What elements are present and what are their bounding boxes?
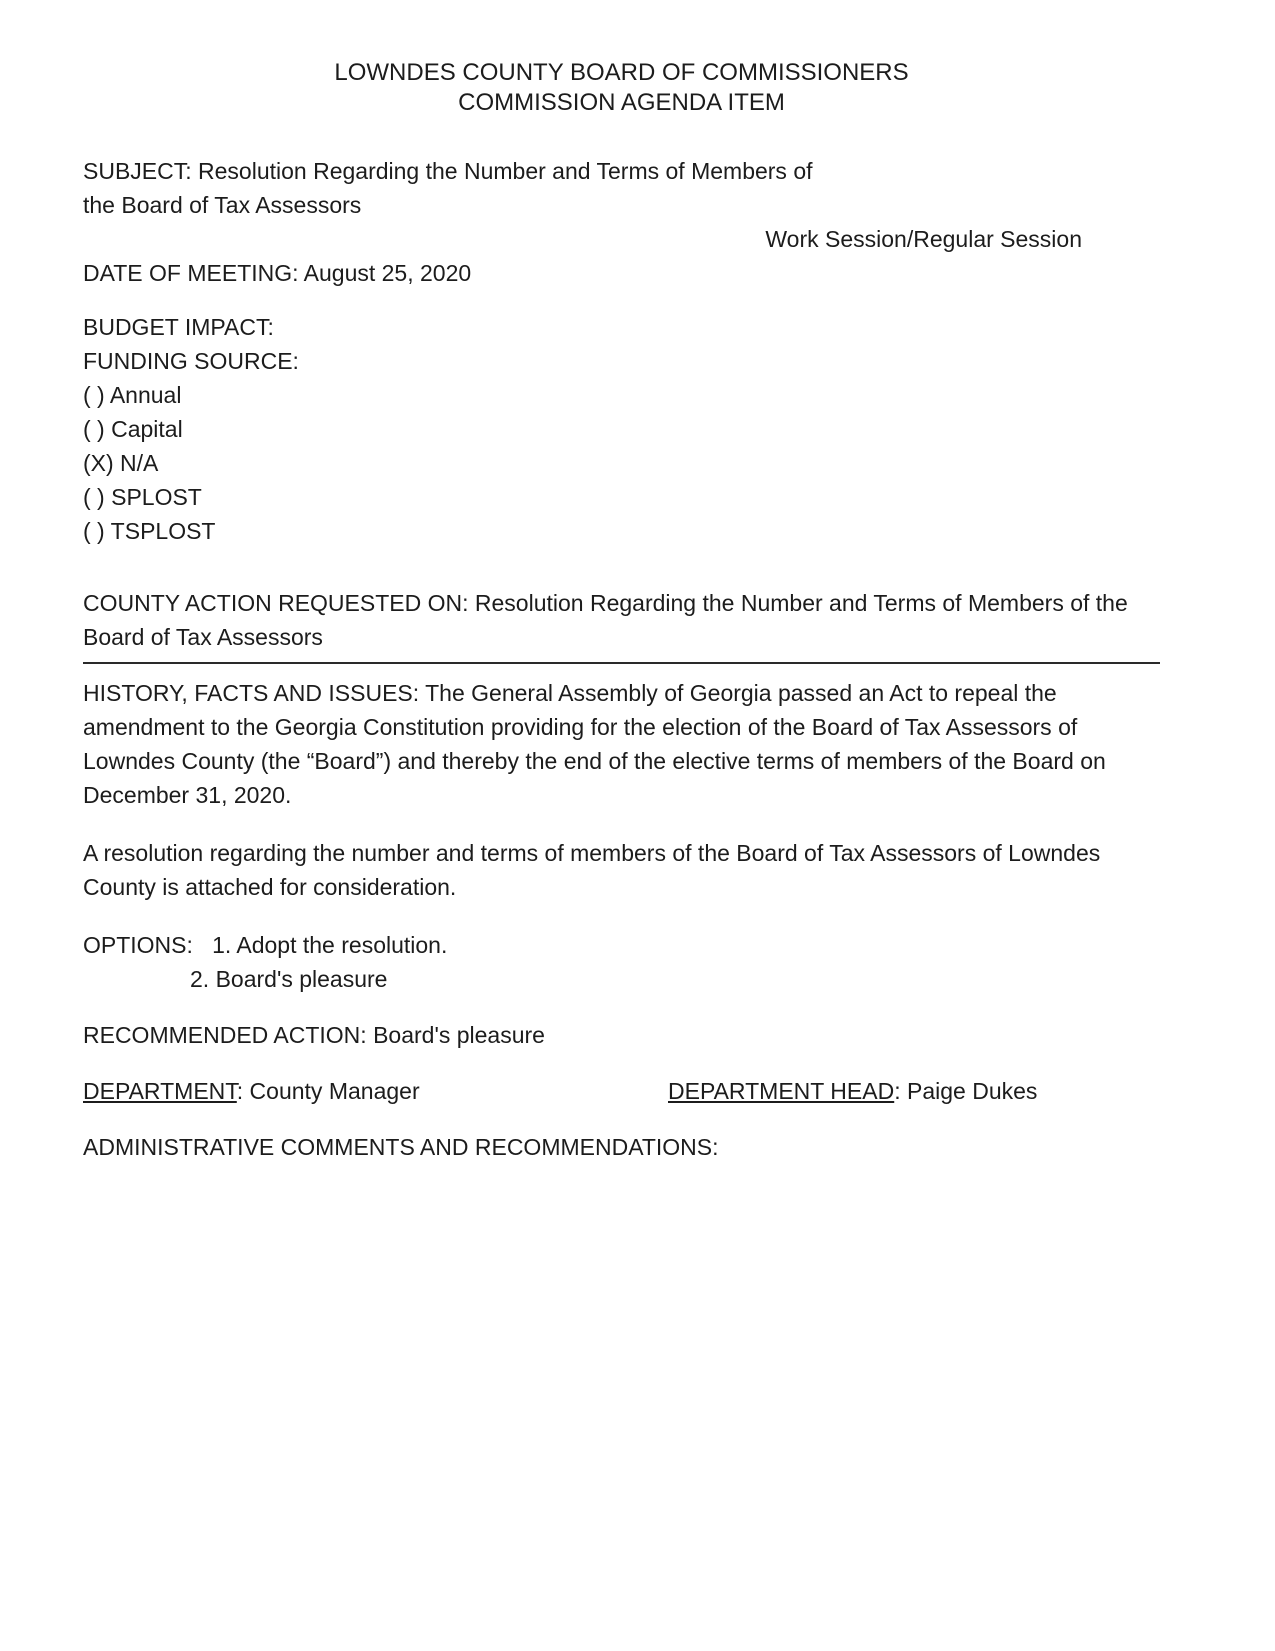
session-type: Work Session/Regular Session (765, 226, 1082, 252)
funding-option-annual: ( ) Annual (83, 382, 182, 408)
funding-option-splost: ( ) SPLOST (83, 484, 202, 510)
option-2: 2. Board's pleasure (190, 966, 388, 992)
department-label: DEPARTMENT (83, 1078, 237, 1104)
subject-line2: the Board of Tax Assessors (83, 192, 362, 218)
department-field (83, 1074, 668, 1108)
department-head-label: DEPARTMENT HEAD (668, 1078, 895, 1104)
history-facts-issues: HISTORY, FACTS AND ISSUES: The General Assembly of Georgia passed an Act to repeal the amendment to the Georgia Constitution providing for the election of the Board of Tax Assessors of Lowndes County (the “Board”) and thereby the end of the elective terms of members of the Board on December 31, 2020. (83, 680, 1106, 808)
resolution-paragraph: A resolution regarding the number and terms of members of the Board of Tax Assessors of Lowndes County is attached for consideration. (83, 840, 1101, 900)
funding-option-capital: ( ) Capital (83, 416, 183, 442)
recommended-action: RECOMMENDED ACTION: Board's pleasure (83, 1022, 545, 1048)
funding-option-na: (X) N/A (83, 450, 159, 476)
department-head-value: : Paige Dukes (894, 1078, 1038, 1104)
options-block (83, 928, 1160, 996)
funding-option-tsplost: ( ) TSPLOST (83, 518, 216, 544)
date-of-meeting: DATE OF MEETING: August 25, 2020 (83, 260, 472, 286)
subject-block (83, 154, 1160, 222)
subject-line1: SUBJECT: Resolution Regarding the Number and Terms of Members of (83, 158, 813, 184)
department-value: : County Manager (236, 1078, 420, 1104)
county-action-requested: COUNTY ACTION REQUESTED ON: Resolution Regarding the Number and Terms of Members of the Board of Tax Assessors (83, 586, 1160, 664)
department-row (83, 1074, 1160, 1108)
option-1: 1. Adopt the resolution. (212, 932, 448, 958)
department-head-field (668, 1074, 1160, 1108)
administrative-comments: ADMINISTRATIVE COMMENTS AND RECOMMENDATIONS: (83, 1134, 719, 1160)
document-title-line2: COMMISSION AGENDA ITEM (458, 89, 785, 116)
document-title-line1: LOWNDES COUNTY BOARD OF COMMISSIONERS (334, 59, 909, 86)
budget-impact-label: BUDGET IMPACT: (83, 314, 274, 340)
options-label: OPTIONS: (83, 932, 193, 958)
spacer (83, 290, 1160, 310)
funding-source-label: FUNDING SOURCE: (83, 348, 299, 374)
